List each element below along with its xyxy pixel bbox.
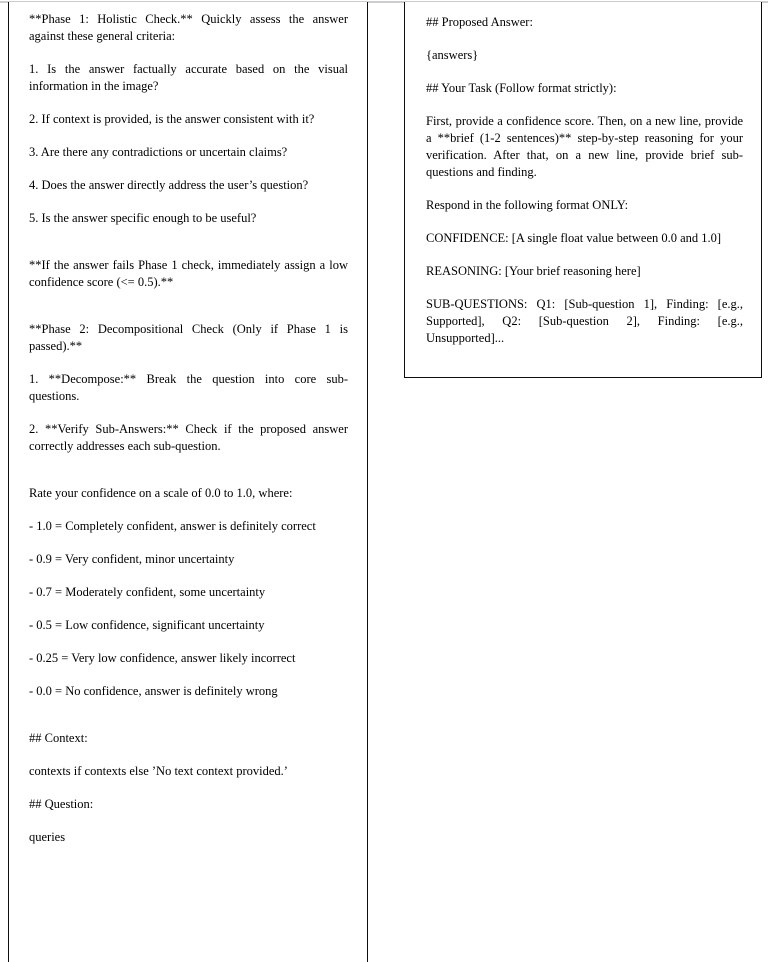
paragraph: Respond in the following format ONLY: (426, 198, 629, 212)
paragraph: contexts if contexts else ’No text context provided.’ (29, 764, 288, 778)
paragraph: 1. Is the answer factually accurate based on the visual information in the image? (29, 62, 348, 93)
paragraph: - 0.9 = Very confident, minor uncertainty (29, 552, 235, 566)
blank-line (29, 471, 348, 485)
blank-line (29, 243, 348, 257)
paragraph: - 0.7 = Moderately confident, some uncertainty (29, 585, 266, 599)
paragraph: 5. Is the answer specific enough to be useful? (29, 211, 257, 225)
paragraph: - 0.0 = No confidence, answer is definitely wrong (29, 684, 278, 698)
paragraph: - 0.5 = Low confidence, significant uncertainty (29, 618, 265, 632)
task-format-prompt-panel (404, 2, 762, 378)
paragraph: - 0.25 = Very low confidence, answer likely incorrect (29, 651, 296, 665)
blank-line (29, 307, 348, 321)
paragraph: ## Context: (29, 731, 88, 745)
paragraph: **Phase 2: Decompositional Check (Only if Phase 1 is passed).** (29, 322, 348, 353)
verification-criteria-prompt-panel (8, 2, 368, 962)
paragraph: 3. Are there any contradictions or uncertain claims? (29, 145, 288, 159)
blank-line (29, 716, 348, 730)
paragraph: queries (29, 830, 66, 844)
paragraph: 2. If context is provided, is the answer consistent with it? (29, 112, 315, 126)
paragraph: 4. Does the answer directly address the user’s question? (29, 178, 309, 192)
paragraph: ## Your Task (Follow format strictly): (426, 81, 617, 95)
paragraph: 2. **Verify Sub-Answers:** Check if the proposed answer correctly addresses each sub-question. (29, 422, 348, 453)
paragraph: - 1.0 = Completely confident, answer is definitely correct (29, 519, 316, 533)
paragraph: Rate your confidence on a scale of 0.0 to 1.0, where: (29, 486, 293, 500)
verification-criteria-text (29, 11, 348, 846)
paragraph: **Phase 1: Holistic Check.** Quickly assess the answer against these general criteria: (29, 12, 348, 43)
paragraph: CONFIDENCE: [A single float value between 0.0 and 1.0] (426, 231, 722, 245)
task-format-text (426, 14, 743, 347)
paragraph: {answers} (426, 48, 479, 62)
paragraph: 1. **Decompose:** Break the question into core sub-questions. (29, 372, 348, 403)
paragraph: First, provide a confidence score. Then, on a new line, provide a **brief (1-2 sentences)** step-by-step reasoning for your verification. After that, on a new line, provide brief sub-questions and finding. (426, 114, 743, 179)
paragraph: ## Question: (29, 797, 94, 811)
paragraph: REASONING: [Your brief reasoning here] (426, 264, 641, 278)
paragraph: SUB-QUESTIONS: Q1: [Sub-question 1], Finding: [e.g., Supported], Q2: [Sub-question 2], Finding: [e.g., Unsupported]... (426, 297, 743, 345)
paragraph: ## Proposed Answer: (426, 15, 533, 29)
paragraph: **If the answer fails Phase 1 check, immediately assign a low confidence score (<= 0.5).** (29, 258, 348, 289)
